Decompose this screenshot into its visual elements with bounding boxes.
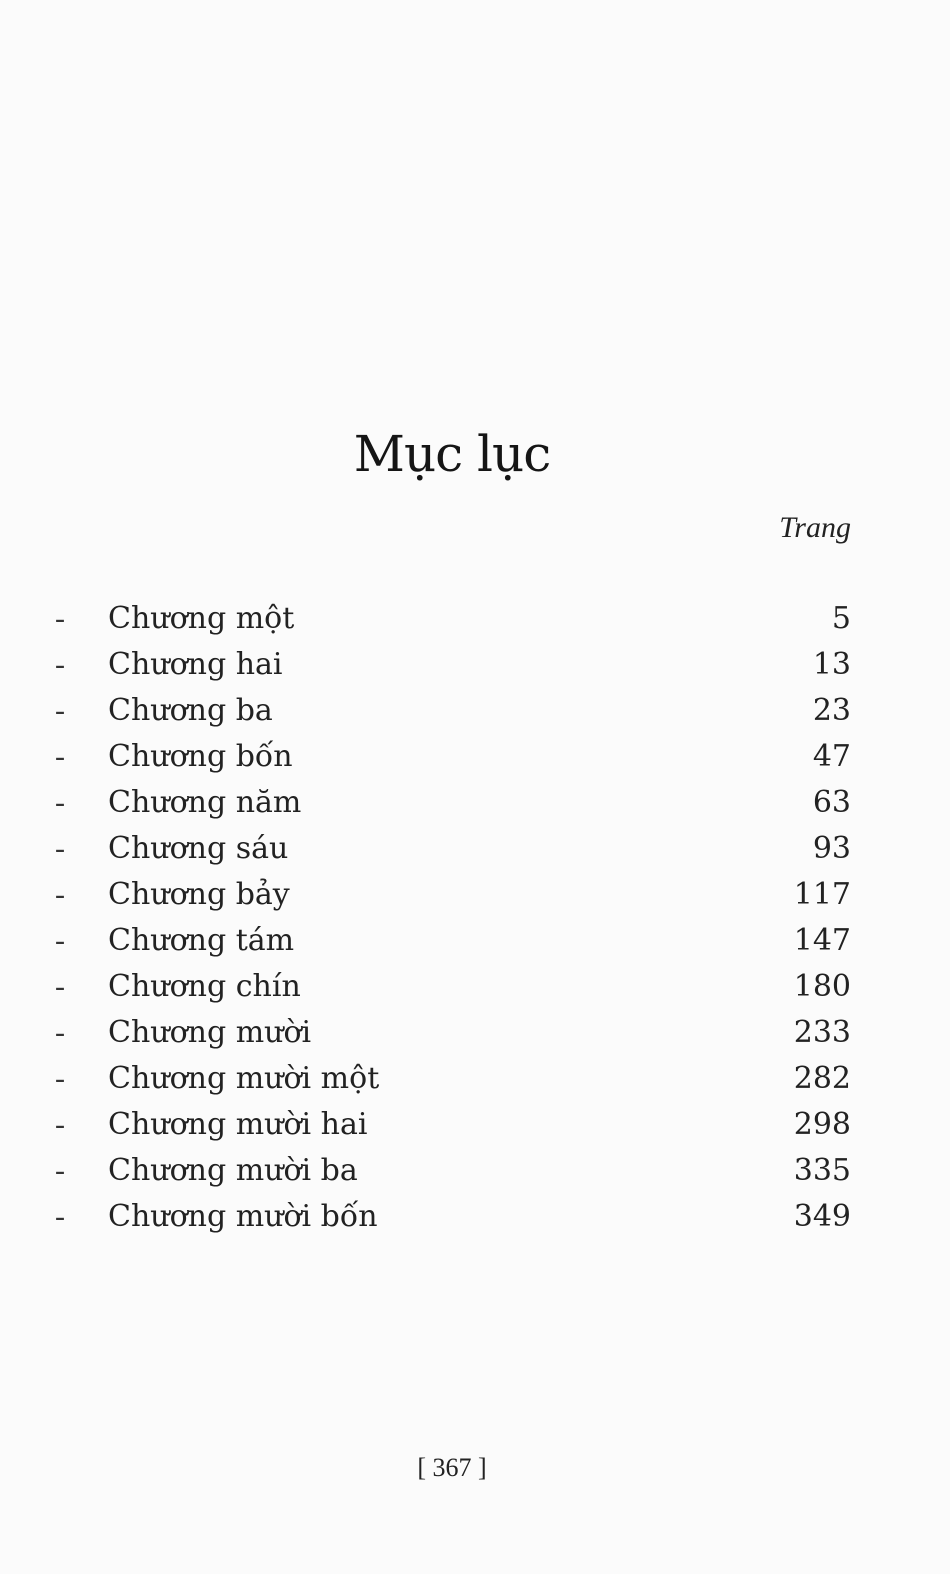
- toc-entry-3[interactable]: [0, 688, 950, 734]
- toc-bullet: -: [55, 1062, 65, 1095]
- toc-entry-5[interactable]: [0, 780, 950, 826]
- toc-entry-label: Chương mười: [108, 1015, 312, 1050]
- toc-entry-label: Chương sáu: [108, 831, 289, 866]
- toc-entry-page: 117: [793, 877, 851, 912]
- toc-entry-page: 23: [812, 693, 851, 728]
- toc-entry-label: Chương hai: [108, 647, 283, 682]
- toc-entry-page: 180: [793, 969, 851, 1004]
- toc-entry-page: 349: [793, 1199, 851, 1234]
- toc-entry-9[interactable]: [0, 964, 950, 1010]
- table-of-contents: [0, 596, 950, 1240]
- toc-entry-page: 233: [793, 1015, 851, 1050]
- toc-entry-page: 93: [812, 831, 851, 866]
- toc-bullet: -: [55, 1016, 65, 1049]
- toc-entry-13[interactable]: [0, 1148, 950, 1194]
- toc-entry-label: Chương mười hai: [108, 1107, 368, 1142]
- toc-entry-page: 298: [793, 1107, 851, 1142]
- toc-entry-label: Chương ba: [108, 693, 273, 728]
- toc-bullet: -: [55, 832, 65, 865]
- page-number: [ 367 ]: [417, 1453, 487, 1482]
- toc-entry-7[interactable]: [0, 872, 950, 918]
- toc-entry-page: 47: [812, 739, 851, 774]
- toc-entry-page: 63: [812, 785, 851, 820]
- toc-bullet: -: [55, 1154, 65, 1187]
- toc-entry-8[interactable]: [0, 918, 950, 964]
- toc-bullet: -: [55, 924, 65, 957]
- toc-entry-label: Chương bảy: [108, 877, 290, 912]
- toc-entry-14[interactable]: [0, 1194, 950, 1240]
- toc-entry-label: Chương mười ba: [108, 1153, 358, 1188]
- toc-entry-6[interactable]: [0, 826, 950, 872]
- page-column-label: Trang: [779, 511, 851, 544]
- toc-bullet: -: [55, 1108, 65, 1141]
- toc-bullet: -: [55, 786, 65, 819]
- toc-entry-label: Chương mười một: [108, 1061, 380, 1096]
- toc-entry-label: Chương một: [108, 601, 295, 636]
- toc-bullet: -: [55, 602, 65, 635]
- toc-entry-label: Chương tám: [108, 923, 295, 958]
- toc-entry-12[interactable]: [0, 1102, 950, 1148]
- toc-entry-label: Chương mười bốn: [108, 1199, 378, 1234]
- toc-entry-page: 335: [793, 1153, 851, 1188]
- toc-entry-page: 5: [831, 601, 851, 636]
- toc-entry-4[interactable]: [0, 734, 950, 780]
- toc-bullet: -: [55, 648, 65, 681]
- toc-entry-1[interactable]: [0, 596, 950, 642]
- toc-bullet: -: [55, 1200, 65, 1233]
- page-title: Mục lục: [353, 424, 551, 483]
- toc-entry-label: Chương chín: [108, 969, 301, 1004]
- toc-bullet: -: [55, 740, 65, 773]
- toc-bullet: -: [55, 878, 65, 911]
- toc-entry-label: Chương bốn: [108, 739, 293, 774]
- toc-entry-page: 147: [793, 923, 851, 958]
- toc-entry-11[interactable]: [0, 1056, 950, 1102]
- toc-entry-label: Chương năm: [108, 785, 302, 820]
- toc-bullet: -: [55, 694, 65, 727]
- toc-entry-page: 13: [812, 647, 851, 682]
- toc-entry-2[interactable]: [0, 642, 950, 688]
- toc-entry-page: 282: [793, 1061, 851, 1096]
- toc-entry-10[interactable]: [0, 1010, 950, 1056]
- toc-bullet: -: [55, 970, 65, 1003]
